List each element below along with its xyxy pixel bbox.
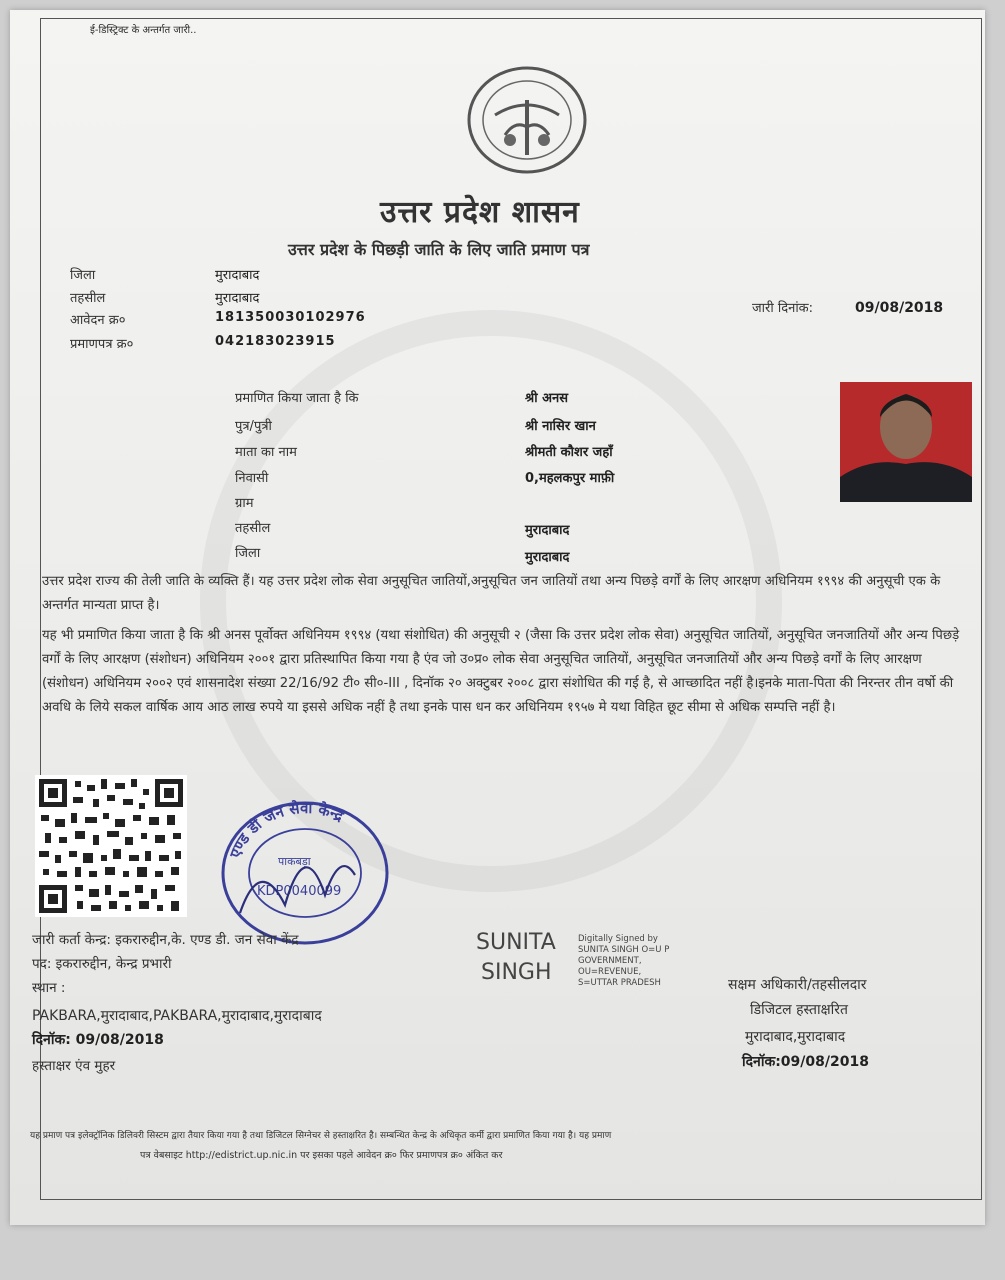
signature-detail-1: Digitally Signed by (578, 934, 658, 944)
person-label-district: जिला (235, 546, 261, 561)
issuer-place-label: स्थान : (32, 980, 66, 996)
person-value-father: श्री नासिर खान (525, 419, 596, 434)
paragraph-income-certification: यह भी प्रमाणित किया जाता है कि श्री अनस पूर्वोक्त अधिनियम १९९४ (यथा संशोधित) की अनुसूची २ (जैसा कि उत्तर प्रदेश लोक सेवा) अनुसूचित जातियों, अनुसूचित जनजातियों और अन्य पिछड़े वर्गों के लिए आरक्षण (संशोधन) अधिनियम २००१ द्वारा प्रतिस्थापित किया गया है एंव जो उ०प्र० लोक सेवा अनुसूचित जातियों, अनुसूचित जनजातियों और अन्य पिछड़े वर्गों के लिए आरक्षण (संशोधन) अधिनियम २००२ एवं शासनादेश संख्या 22/16/92 टी० सी०-III , दिनॉक २० अक्टुबर २००८ द्वारा संशोधित की गई है, से आच्छादित नहीं है।इनके माता-पिता की निरन्तर तीन वर्षो की अवधि के लिये सकल वार्षिक आय आठ लाख रुपये या इससे अधिक नहीं है तथा इनके पास धन कर अधिनियम १९५७ मे यथा विहित छूट सीमा से अधिक सम्पत्ति नहीं है। (42, 628, 960, 715)
footer-line1: यह प्रमाण पत्र इलेक्ट्रॉनिक डिलिवरी सिस्टम द्वारा तैयार किया गया है तथा डिजिटल सिग्नेचर से हस्ताक्षरित है। सम्बन्धित केन्द्र के अधिकृत कर्मी द्वारा प्रमाणित किया गया है। यह प्रमाण (30, 1131, 612, 1141)
signer-name-line2: SINGH (481, 960, 552, 985)
meta-value-application-no: 181350030102976 (215, 310, 366, 325)
meta-value-district: मुरादाबाद (215, 268, 260, 283)
footer-line2: पत्र वेबसाइट http://edistrict.up.nic.in पर इसका पहले आवेदन क्र० फिर प्रमाणपत्र क्र० अंकित कर (140, 1150, 503, 1161)
document-subtitle: उत्तर प्रदेश के पिछड़ी जाति के लिए जाति प्रमाण पत्र (288, 240, 590, 259)
issuer-sign-seal: हस्ताक्षर एंव मुहर (32, 1058, 116, 1074)
person-label-certified: प्रमाणित किया जाता है कि (235, 391, 359, 406)
meta-label-district: जिला (70, 268, 96, 283)
issue-date-label: जारी दिनांक: (752, 301, 814, 316)
meta-label-certificate-no: प्रमाणपत्र क्र० (70, 337, 134, 352)
issued-under-note: ई-डिस्ट्रिक्ट के अन्तर्गत जारी.. (90, 25, 197, 36)
svg-text:एण्ड डी जन सेवा केन्द्र (226, 799, 347, 861)
certificate-paper (10, 10, 985, 1225)
qr-code (35, 775, 187, 917)
person-label-resident: निवासी (235, 471, 269, 486)
person-label-village: ग्राम (235, 496, 254, 511)
person-label-child-of: पुत्र/पुत्री (235, 419, 272, 434)
issuer-center: जारी कर्ता केन्द्र: इकरारुद्दीन,के. एण्ड डी. जन सेवा केंद्र (32, 932, 299, 948)
person-label-mother: माता का नाम (235, 445, 297, 460)
authority-location: मुरादाबाद,मुरादाबाद (745, 1029, 846, 1045)
person-value-resident: 0,महलकपुर माफ़ी (525, 471, 615, 486)
issuer-date: दिनॉक: 09/08/2018 (32, 1032, 164, 1048)
meta-label-tehsil: तहसील (70, 291, 106, 306)
issue-date-value: 09/08/2018 (855, 300, 944, 316)
stamp-center-line2: KDP0040099 (257, 884, 342, 899)
person-value-tehsil: मुरादाबाद (525, 523, 570, 538)
signature-details (578, 934, 669, 989)
person-value-name: श्री अनस (525, 391, 569, 406)
person-label-tehsil: तहसील (235, 521, 271, 536)
person-value-district: मुरादाबाद (525, 550, 570, 565)
up-government-emblem-icon (465, 65, 590, 175)
issuer-post: पद: इकरारुद्दीन, केन्द्र प्रभारी (32, 956, 172, 972)
signature-detail-5: S=UTTAR PRADESH (578, 978, 661, 988)
authority-digital-signed: डिजिटल हस्ताक्षरित (750, 1002, 848, 1018)
paragraph-caste-recognition: उत्तर प्रदेश राज्य की तेली जाति के व्यक्ति हैं। यह उत्तर प्रदेश लोक सेवा अनुसूचित जातियों,अनुसूचित जन जातियों तथा अन्य पिछड़े वर्गों के लिए आरक्षण अधिनियम १९९४ की अनुसूची एक के अन्तर्गत मान्यता प्राप्त है। (42, 574, 941, 613)
person-value-mother: श्रीमती कौशर जहाँ (525, 445, 613, 460)
applicant-photo (840, 382, 972, 502)
seva-kendra-stamp (215, 795, 395, 945)
authority-title: सक्षम अधिकारी/तहसीलदार (728, 977, 867, 993)
signature-detail-2: SUNITA SINGH O=U P (578, 945, 670, 955)
stamp-ring-text: एण्ड डी जन सेवा केन्द्र (226, 798, 347, 861)
meta-value-certificate-no: 042183023915 (215, 334, 336, 349)
signature-detail-4: OU=REVENUE, (578, 967, 642, 977)
document-title: उत्तर प्रदेश शासन (380, 195, 580, 230)
digital-signature (476, 930, 726, 1000)
authority-date: दिनॉक:09/08/2018 (742, 1054, 869, 1070)
signer-name-line1: SUNITA (476, 930, 556, 955)
stamp-center-line1: पाकबड़ा (278, 855, 311, 868)
meta-value-tehsil: मुरादाबाद (215, 291, 260, 306)
meta-label-application-no: आवेदन क्र० (70, 313, 126, 328)
issuer-place-value: PAKBARA,मुरादाबाद,PAKBARA,मुरादाबाद,मुरादाबाद (32, 1008, 322, 1024)
signature-detail-3: GOVERNMENT, (578, 956, 642, 966)
